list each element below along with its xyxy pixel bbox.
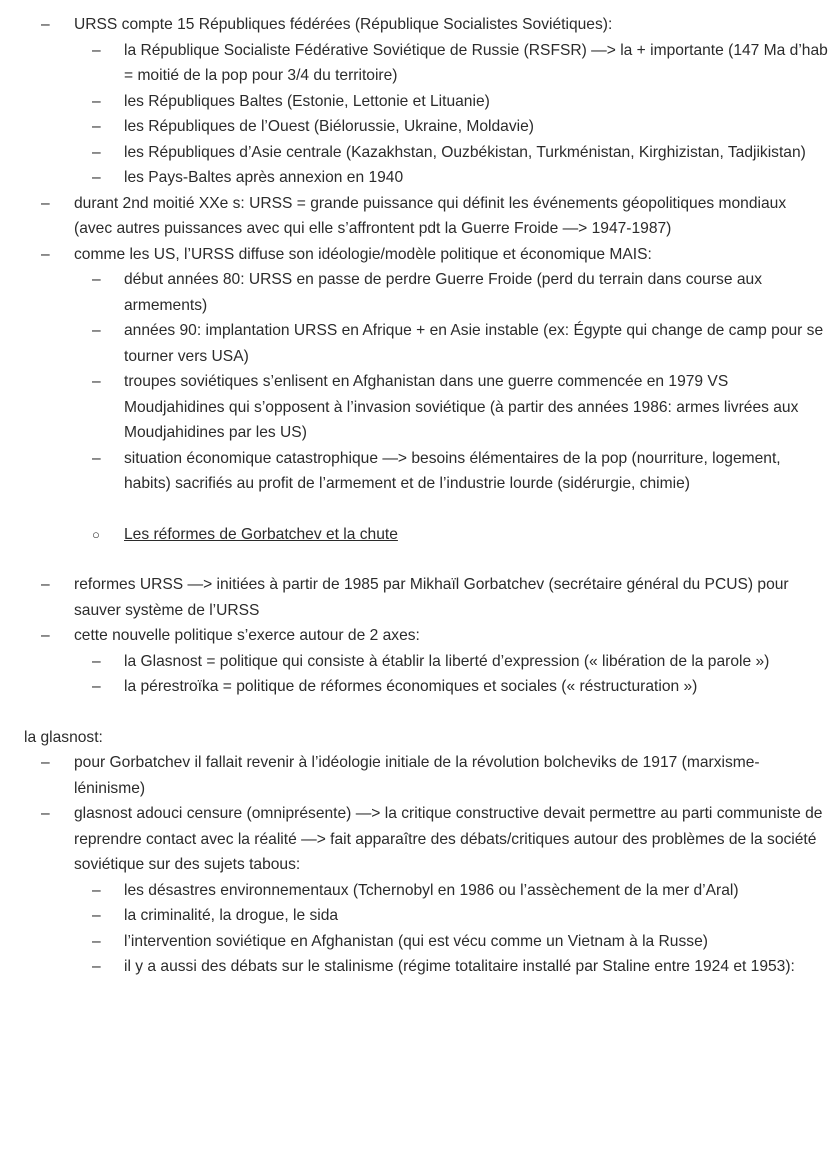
list-item (0, 623, 828, 649)
list-item-text: glasnost adouci censure (omniprésente) —> la critique constructive devait permettre au parti communiste de reprendre contact avec la réalité —> fait apparaître des débats/critiques autour des problèmes de la société soviétique sur des sujets tabous: (74, 805, 823, 873)
list-item-text: URSS compte 15 Républiques fédérées (République Socialistes Soviétiques): (74, 16, 613, 33)
dash-marker: – (92, 373, 101, 390)
sub-list-item-text: il y a aussi des débats sur le stalinisme (régime totalitaire installé par Staline entre 1924 et 1953): (124, 958, 795, 975)
dash-marker: – (41, 754, 50, 771)
section-heading-row (0, 522, 828, 548)
dash-marker: – (92, 92, 101, 110)
list-item (0, 12, 828, 38)
sub-list-item-text: années 90: implantation URSS en Afrique + en Asie instable (ex: Égypte qui change de camp pour se tourner vers USA) (124, 322, 824, 365)
list-item-text: cette nouvelle politique s’exerce autour de 2 axes: (74, 627, 420, 644)
list-item-text: durant 2nd moitié XXe s: URSS = grande puissance qui définit les événements géopolitiques mondiaux (avec autres puissances avec qui elle s’affrontent pdt la Guerre Froide —> 1947-1987) (74, 194, 787, 237)
sub-list-item (0, 674, 828, 700)
dash-marker: – (92, 143, 101, 161)
list-item (0, 572, 828, 623)
sub-list-item (0, 903, 828, 929)
list-item-text: reformes URSS —> initiées à partir de 1985 par Mikhaïl Gorbatchev (secrétaire général du PCUS) pour sauver système de l’URSS (74, 576, 789, 619)
sub-list-item-text: les Pays-Baltes après annexion en 1940 (124, 169, 404, 186)
sub-list-item (0, 114, 828, 140)
dash-marker: – (92, 678, 101, 695)
dash-marker: – (92, 271, 101, 288)
sub-list-item (0, 318, 828, 369)
sub-list-item (0, 446, 828, 497)
list-item (0, 801, 828, 878)
dash-marker: – (92, 322, 101, 339)
sub-list-item-text: l’intervention soviétique en Afghanistan (qui est vécu comme un Vietnam à la Russe) (124, 932, 708, 950)
dash-marker: – (92, 118, 101, 135)
list-item (0, 242, 828, 268)
sub-list-item-text: la pérestroïka = politique de réformes économiques et sociales (« réstructuration ») (124, 678, 698, 695)
sub-list-item-text: les Républiques d’Asie centrale (Kazakhstan, Ouzbékistan, Turkménistan, Kirghizistan, Tadjikistan) (124, 143, 806, 161)
dash-marker: – (92, 169, 101, 186)
sub-list-item-text: situation économique catastrophique —> besoins élémentaires de la pop (nourriture, logement, habits) sacrifiés au profit de l’armement et de l’industrie lourde (sidérurgie, chimie) (124, 449, 781, 492)
glasnost-label: la glasnost: (24, 728, 103, 746)
sub-list-item-text: troupes soviétiques s’enlisent en Afghanistan dans une guerre commencée en 1979 VS Moudjahidines qui s’opposent à l’invasion soviétique (à partir des années 1986: armes livrées aux Moudjahidines par les US) (124, 373, 799, 441)
sub-list-item-text: la République Socialiste Fédérative Soviétique de Russie (RSFSR) —> la + importante (147 Ma d’hab = moitié de la pop pour 3/4 du territoire) (124, 41, 828, 84)
sub-list-item (0, 954, 828, 980)
dash-marker: – (92, 958, 101, 975)
spacer (0, 547, 828, 572)
dash-marker: – (41, 627, 50, 644)
sub-list-item-text: la Glasnost = politique qui consiste à établir la liberté d’expression (« libération de la parole ») (124, 652, 770, 670)
dash-marker: – (41, 194, 50, 212)
circle-bullet-icon: ○ (92, 526, 100, 542)
sub-list-item-text: début années 80: URSS en passe de perdre Guerre Froide (perd du terrain dans course aux armements) (124, 271, 762, 314)
dash-marker: – (92, 449, 101, 467)
sub-list-item (0, 165, 828, 191)
sub-list-item-text: la criminalité, la drogue, le sida (124, 907, 339, 924)
list-item-text: pour Gorbatchev il fallait revenir à l’idéologie initiale de la révolution bolcheviks de 1917 (marxisme-léninisme) (74, 754, 760, 797)
dash-marker: – (92, 907, 101, 924)
dash-marker: – (41, 576, 50, 593)
spacer (0, 700, 828, 725)
sub-list-item (0, 929, 828, 955)
list-item (0, 191, 828, 242)
dash-marker: – (92, 932, 101, 950)
sub-list-item (0, 649, 828, 675)
sub-list-item (0, 38, 828, 89)
dash-marker: – (92, 652, 101, 670)
sub-list-item (0, 89, 828, 115)
dash-marker: – (92, 41, 101, 59)
list-item-text: comme les US, l’URSS diffuse son idéologie/modèle politique et économique MAIS: (74, 245, 652, 263)
sub-list-item (0, 369, 828, 446)
dash-marker: – (41, 16, 50, 33)
sub-list-item-text: les Républiques Baltes (Estonie, Lettonie et Lituanie) (124, 92, 490, 110)
dash-marker: – (41, 245, 50, 263)
sub-list-item (0, 140, 828, 166)
dash-marker: – (41, 805, 50, 822)
sub-list-item-text: les Républiques de l’Ouest (Biélorussie, Ukraine, Moldavie) (124, 118, 534, 135)
dash-marker: – (92, 881, 101, 899)
sub-list-item-text: les désastres environnementaux (Tchernobyl en 1986 ou l’assèchement de la mer d’Aral) (124, 881, 739, 899)
sub-list-item (0, 878, 828, 904)
sub-list-item (0, 267, 828, 318)
spacer (0, 497, 828, 522)
section-heading: Les réformes de Gorbatchev et la chute (124, 525, 398, 543)
list-item (0, 750, 828, 801)
